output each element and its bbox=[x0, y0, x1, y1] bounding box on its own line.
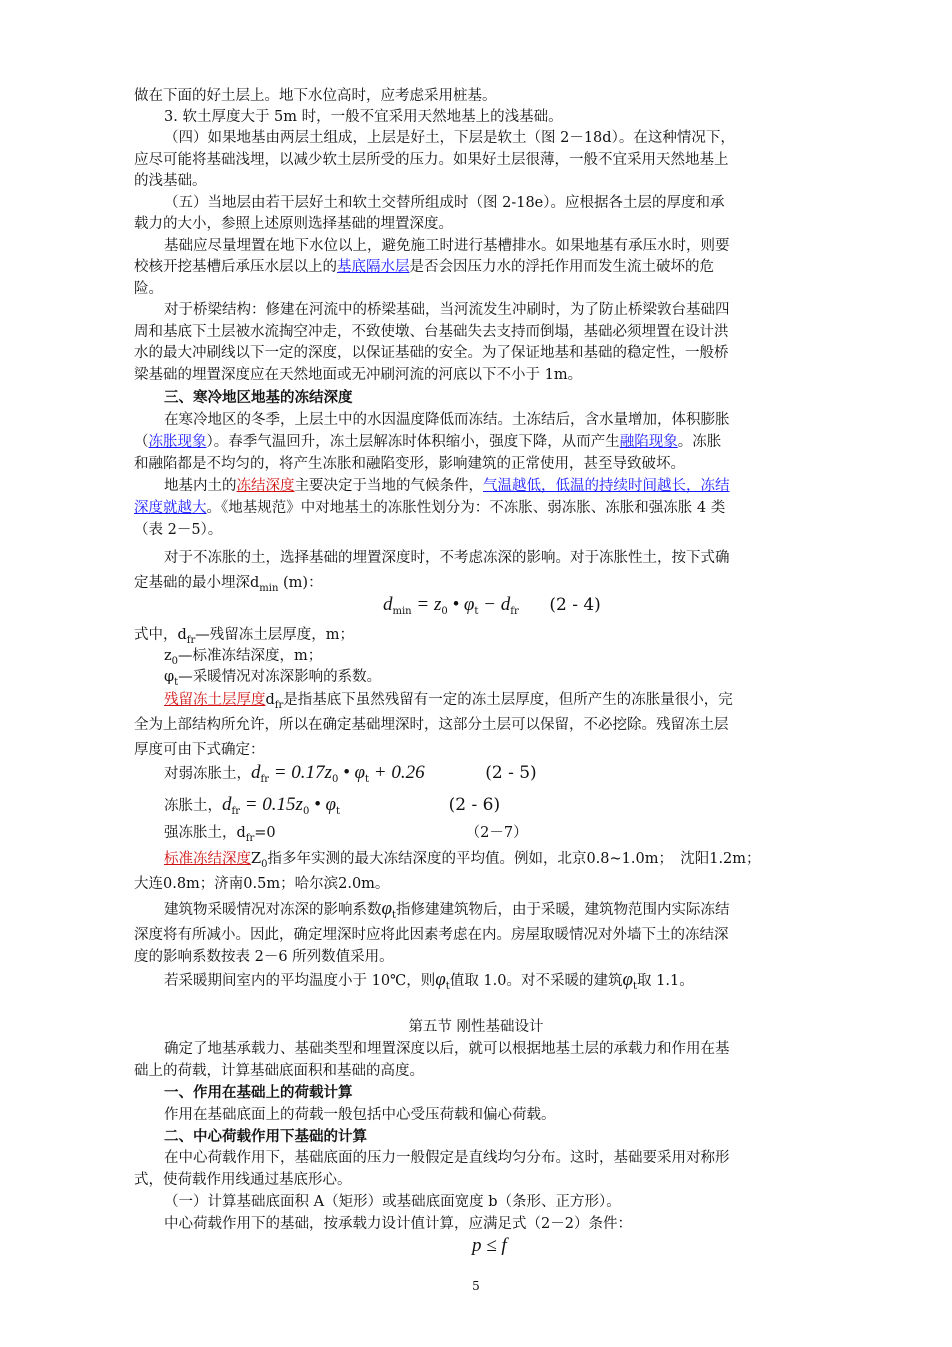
section-heading: 三、寒冷地区地基的冻结深度 bbox=[164, 389, 353, 406]
term-link-base-impermeable-layer[interactable]: 基底隔水层 bbox=[337, 259, 410, 275]
highlight-link-temperature[interactable]: 气温越低，低温的持续时间越长，冻结 bbox=[483, 478, 730, 494]
paragraph-line: 式，使荷载作用线通过基底形心。 bbox=[134, 1172, 352, 1188]
eq-symbol: • φ bbox=[447, 594, 475, 615]
equation-number: (2 - 5) bbox=[485, 763, 537, 783]
term-link-residual-frozen-layer[interactable]: 残留冻土层厚度 bbox=[164, 692, 266, 708]
paragraph-line: 基础应尽量埋置在地下水位以上，避免施工时进行基槽排水。如果地基有承压水时，则要 bbox=[164, 238, 730, 254]
paragraph-line: 对于不冻胀的土，选择基础的埋置深度时，不考虑冻深的影响。对于冻胀性土，按下式确 bbox=[164, 550, 730, 566]
subscript: fr bbox=[231, 805, 240, 817]
highlight-link-temperature-cont[interactable]: 深度就越大 bbox=[134, 500, 207, 516]
paragraph-line: （一）计算基础底面积 A（矩形）或基础底面宽度 b（条形、正方形）。 bbox=[164, 1194, 621, 1210]
paragraph-line: 础上的荷载，计算基础底面积和基础的高度。 bbox=[134, 1063, 424, 1079]
text-span: =0 bbox=[254, 825, 276, 841]
text-span: （ bbox=[134, 434, 149, 450]
eq-symbol: d bbox=[383, 594, 393, 615]
subscript: t bbox=[336, 805, 341, 817]
subscript: fr bbox=[186, 634, 196, 646]
paragraph-line: 的浅基础。 bbox=[134, 173, 207, 189]
text-span: 建筑物采暖情况对冻深的影响系数 bbox=[164, 902, 382, 918]
text-span: φ bbox=[164, 669, 175, 685]
paragraph-line: 应尽可能将基础浅埋，以减少软土层所受的压力。如果好土层很薄，一般不宜采用天然地基上 bbox=[134, 152, 729, 168]
paragraph-line: 大连0.8m；济南0.5m；哈尔滨2.0m。 bbox=[134, 876, 390, 892]
subscript: t bbox=[474, 605, 479, 617]
paragraph-line: 周和基底下土层被水流掏空冲走，不致使墩、台基础失去支持而倒塌，基础必须埋置在设计洪 bbox=[134, 324, 729, 340]
eq-symbol: = z bbox=[411, 594, 442, 615]
text-span: 取 1.1。 bbox=[637, 973, 694, 989]
equation-2-7 bbox=[164, 823, 528, 849]
eq-symbol: • φ bbox=[309, 794, 336, 815]
paragraph-line: 做在下面的好土层上。地下水位高时，应考虑采用桩基。 bbox=[134, 88, 497, 104]
eq-symbol: − d bbox=[478, 594, 511, 615]
subscript: 0 bbox=[441, 605, 448, 617]
paragraph-line: 载力的大小，参照上述原则选择基础的埋置深度。 bbox=[134, 216, 453, 232]
subscript: t bbox=[392, 909, 397, 921]
eq-symbol: φ bbox=[622, 969, 634, 990]
eq-symbol: d bbox=[222, 794, 232, 815]
eq-symbol: = 0.15z bbox=[239, 794, 303, 815]
equation-number: (2 - 4) bbox=[549, 595, 601, 615]
section-heading: 二、中心荷载作用下基础的计算 bbox=[164, 1128, 367, 1145]
paragraph-line: 深度将有所减小。因此，确定埋深时应将此因素考虑在内。房屋取暖情况对外墙下土的冻结深 bbox=[134, 927, 729, 943]
eq-symbol: φ bbox=[435, 969, 446, 990]
text-span: 定基础的最小埋深d bbox=[134, 575, 260, 591]
paragraph-line: 梁基础的埋置深度应在天然地面或无冲刷河流的河底以下不小于 1m。 bbox=[134, 367, 583, 383]
subscript: fr bbox=[274, 699, 284, 711]
term-link-freezing-depth[interactable]: 冻结深度 bbox=[236, 478, 295, 494]
text-span: —标准冻结深度，m； bbox=[178, 648, 323, 664]
text-span: 地基内土的 bbox=[164, 478, 237, 494]
paragraph-line bbox=[164, 899, 730, 926]
paragraph-line bbox=[164, 690, 733, 716]
text-span: 是指基底下虽然残留有一定的冻土层厚度，但所产生的冻胀量很小，完 bbox=[283, 692, 733, 708]
page-number: 5 bbox=[472, 1279, 480, 1293]
text-span: 校核开挖基槽后承压水层以上的 bbox=[134, 259, 337, 275]
paragraph-line bbox=[164, 667, 381, 693]
text-span: —残留冻土层厚度，m； bbox=[195, 627, 355, 643]
text-span: d bbox=[265, 692, 275, 708]
subscript: 0 bbox=[331, 773, 339, 785]
paragraph-line: （四）如果地基由两层土组成，上层是好土，下层是软土（图 2－18d）。在这种情况下， bbox=[164, 130, 735, 146]
subscript: min bbox=[259, 582, 279, 594]
text-span: (m)： bbox=[278, 575, 323, 591]
text-span: 是否会因压力水的浮托作用而发生流土破坏的危 bbox=[409, 259, 714, 275]
section-title: 第五节 刚性基础设计 bbox=[408, 1019, 544, 1035]
text-span: 若采暖期间室内的平均温度小于 10℃，则 bbox=[164, 973, 436, 989]
text-span: z bbox=[164, 648, 172, 664]
text-span: 式中，d bbox=[134, 627, 187, 643]
text-span: 指多年实测的最大冻结深度的平均值。例如，北京0.8~1.0m； 沈阳1.2m； bbox=[267, 851, 761, 867]
paragraph-line: 在中心荷载作用下，基础底面的压力一般假定是直线均匀分布。这时，基础要采用对称形 bbox=[164, 1150, 730, 1166]
subscript: fr bbox=[245, 832, 255, 844]
term-link-thaw-collapse[interactable]: 融陷现象 bbox=[619, 434, 678, 450]
subscript: 0 bbox=[261, 858, 268, 870]
paragraph-line: 中心荷载作用下的基础，按承载力设计值计算，应满足式（2－2）条件： bbox=[164, 1216, 632, 1232]
paragraph-line bbox=[134, 432, 721, 452]
text-span: —采暖情况对冻深影响的系数。 bbox=[178, 669, 382, 685]
paragraph-line: 确定了地基承载力、基础类型和埋置深度以后，就可以根据地基土层的承载力和作用在基 bbox=[164, 1041, 730, 1057]
eq-symbol: φ bbox=[381, 898, 393, 919]
paragraph-line: 厚度可由下式确定： bbox=[134, 742, 265, 758]
subscript: fr bbox=[260, 773, 269, 785]
equation-2-4 bbox=[383, 594, 601, 617]
paragraph-line: 度的影响系数按表 2－6 所列数值采用。 bbox=[134, 949, 394, 965]
paragraph-line: （表 2－5）。 bbox=[134, 522, 223, 538]
paragraph-line: 3. 软土厚度大于 5m 时，一般不宜采用天然地基上的浅基础。 bbox=[164, 109, 563, 125]
subscript: min bbox=[392, 605, 412, 617]
subscript: t bbox=[445, 980, 450, 992]
subscript: fr bbox=[510, 605, 519, 617]
term-link-standard-freezing-depth[interactable]: 标准冻结深度 bbox=[164, 851, 251, 867]
paragraph-line bbox=[134, 498, 725, 518]
equation-p-le-f: p ≤ f bbox=[472, 1235, 507, 1256]
paragraph-line: 作用在基础底面上的荷载一般包括中心受压荷载和偏心荷载。 bbox=[164, 1107, 556, 1123]
paragraph-line bbox=[134, 573, 323, 599]
equation-2-6 bbox=[164, 794, 500, 817]
paragraph-line: 险。 bbox=[134, 281, 163, 297]
text-span: ）。春季气温回升，冻土层解冻时体积缩小，强度下降，从而产生 bbox=[206, 434, 620, 450]
term-link-frost-heave[interactable]: 冻胀现象 bbox=[148, 434, 207, 450]
paragraph-line: （五）当地层由若干层好土和软土交替所组成时（图 2-18e）。应根据各土层的厚度和承 bbox=[164, 195, 725, 211]
section-heading: 一、作用在基础上的荷载计算 bbox=[164, 1084, 353, 1101]
subscript: 0 bbox=[171, 655, 179, 667]
paragraph-line: 水的最大冲刷线以下一定的深度，以保证基础的安全。为了保证地基和基础的稳定性，一般桥 bbox=[134, 345, 729, 361]
text-span: 。冻胀 bbox=[677, 434, 722, 450]
subscript: t bbox=[174, 676, 179, 688]
paragraph-line: 和融陷都是不均匀的，将产生冻胀和融陷变形，影响建筑的正常使用，甚至导致破坏。 bbox=[134, 456, 685, 472]
text-span: 强冻胀土，d bbox=[164, 825, 246, 841]
text-span: 主要决定于当地的气候条件， bbox=[294, 478, 483, 494]
paragraph-line bbox=[134, 257, 714, 277]
text-span: 。《地基规范》中对地基土的冻胀性划分为：不冻胀、弱冻胀、冻胀和强冻胀 4 类 bbox=[206, 500, 726, 516]
text-span: 指修建建筑物后，由于采暖，建筑物范围内实际冻结 bbox=[396, 902, 730, 918]
subscript: t bbox=[365, 773, 370, 785]
eq-symbol: • φ bbox=[338, 762, 365, 783]
paragraph-line bbox=[164, 970, 694, 997]
paragraph-line bbox=[164, 476, 730, 496]
equation-number: (2 - 6) bbox=[448, 795, 501, 815]
equation-2-5 bbox=[164, 762, 537, 785]
paragraph-line: 对于桥梁结构：修建在河流中的桥梁基础，当河流发生冲刷时，为了防止桥梁敦台基础四 bbox=[164, 302, 730, 318]
eq-symbol: d bbox=[251, 762, 261, 783]
paragraph-line: 在寒冷地区的冬季，上层土中的水因温度降低而冻结。土冻结后，含水量增加，体积膨胀 bbox=[164, 412, 730, 428]
text-span: 值取 1.0。对不采暖的建筑 bbox=[449, 973, 623, 989]
paragraph-line: 全为上部结构所允许，所以在确定基础埋深时，这部分土层可以保留，不必挖除。残留冻土层 bbox=[134, 717, 729, 733]
paragraph-line bbox=[164, 849, 761, 875]
equation-number: （2－7） bbox=[465, 825, 528, 841]
subscript: t bbox=[633, 980, 638, 992]
text-span: 对弱冻胀土， bbox=[164, 766, 251, 782]
eq-symbol: + 0.26 bbox=[369, 762, 425, 783]
eq-symbol: = 0.17z bbox=[268, 762, 332, 783]
subscript: 0 bbox=[302, 805, 310, 817]
text-span: Z bbox=[251, 851, 262, 867]
text-span: 冻胀土， bbox=[164, 798, 222, 814]
